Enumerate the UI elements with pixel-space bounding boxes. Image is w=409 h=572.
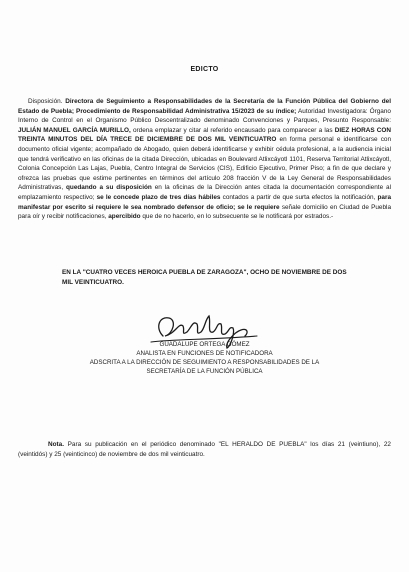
note-paragraph <box>18 440 391 459</box>
signer-office-line2: SECRETARÍA DE LA FUNCIÓN PÚBLICA <box>146 368 263 375</box>
presumed-responsible-name: JULIÁN MANUEL GARCÍA MURILLO, <box>18 126 131 134</box>
deadline-start-text: contados a partir de que surta efectos la notificación, <box>222 193 376 201</box>
deadline-text: se le concede plazo de tres días hábiles <box>96 193 221 201</box>
note-text: Para su publicación en el periódico denominado "EL HERALDO DE PUEBLA" los días 21 (veintiuno), 22 (veintidós) y 25 (veinticinco) de noviembre de dos mil veinticuatro. <box>18 441 391 458</box>
defender-request-text: para manifestar por escrito si requiere le sea nombrado defensor de oficio; se le requiere <box>18 193 391 211</box>
warning-label: apercibido <box>108 213 141 221</box>
note-label: Nota. <box>48 441 64 448</box>
publication-note <box>18 440 391 459</box>
hearing-details-text: en forma personal e identificarse con documento oficial vigente; acompañado de Abogado, quien deberá identificarse y exhibir cédula profesional, a la audiencia inicial que tendrá verificativo en las oficinas de la citada Dirección, ubicadas en Boulevard Atlixcáyotl 1101, Reserva Territorial Atlixcáyotl, Colonia Concepción Las Lajas, Puebla, Centro Integral de Servicios (CIS), Edificio Ejecutivo, Primer Piso; a fin de que declare y ofrezca las pruebas que estime pertinentes en términos del artículo 208 fracción V de la Ley General de Responsabilidades Administrativas, <box>18 136 392 192</box>
documentation-text: en la oficinas de la Dirección antes citada la documentación correspondiente al emplazamiento respectivo; <box>18 184 392 201</box>
hearing-datetime: DIEZ HORAS CON TREINTA MINUTOS DEL DÍA TRECE DE DICIEMBRE DE DOS MIL VEINTICUATRO <box>18 126 391 144</box>
investigating-authority-text: Autoridad Investigadora: Órgano Interno de Control en el Organismo Público Descentralizado denominado Convenciones y Parques, Presunto Responsable: <box>18 107 391 125</box>
availability-text: quedando a su disposición <box>66 184 152 192</box>
signer-block <box>0 340 409 376</box>
warning-text: que de no hacerlo, en lo subsecuente se le notificará por estrados.- <box>142 213 334 221</box>
signer-name: GUADALUPE ORTEGA GÓMEZ <box>159 341 250 348</box>
edict-paragraph <box>18 97 391 222</box>
document-title: EDICTO <box>190 66 219 73</box>
edict-body <box>18 97 391 222</box>
disposition-label: Disposición. <box>28 98 63 105</box>
place-and-date: EN LA "CUATRO VECES HEROICA PUEBLA DE ZARAGOZA", OCHO DE NOVIEMBRE DE DOS MIL VEINTICUATRO. <box>62 269 347 286</box>
domicile-text: señale domicilio en Ciudad de Puebla para oír y recibir notificaciones, <box>18 203 392 221</box>
authority-text: Directora de Seguimiento a Responsabilidades de la Secretaría de la Función Pública del Gobierno del Estado de Puebla; Procedimiento de Responsabilidad Administrativa 15/2023 de su índice; <box>18 98 391 115</box>
signer-office-line1: ADSCRITA A LA DIRECCIÓN DE SEGUIMIENTO A RESPONSABILIDADES DE LA <box>89 359 320 366</box>
summons-text: ordena emplazar y citar al referido encausado para comparecer a las <box>132 126 333 134</box>
signer-role: ANALISTA EN FUNCIONES DE NOTIFICADORA <box>136 350 273 357</box>
